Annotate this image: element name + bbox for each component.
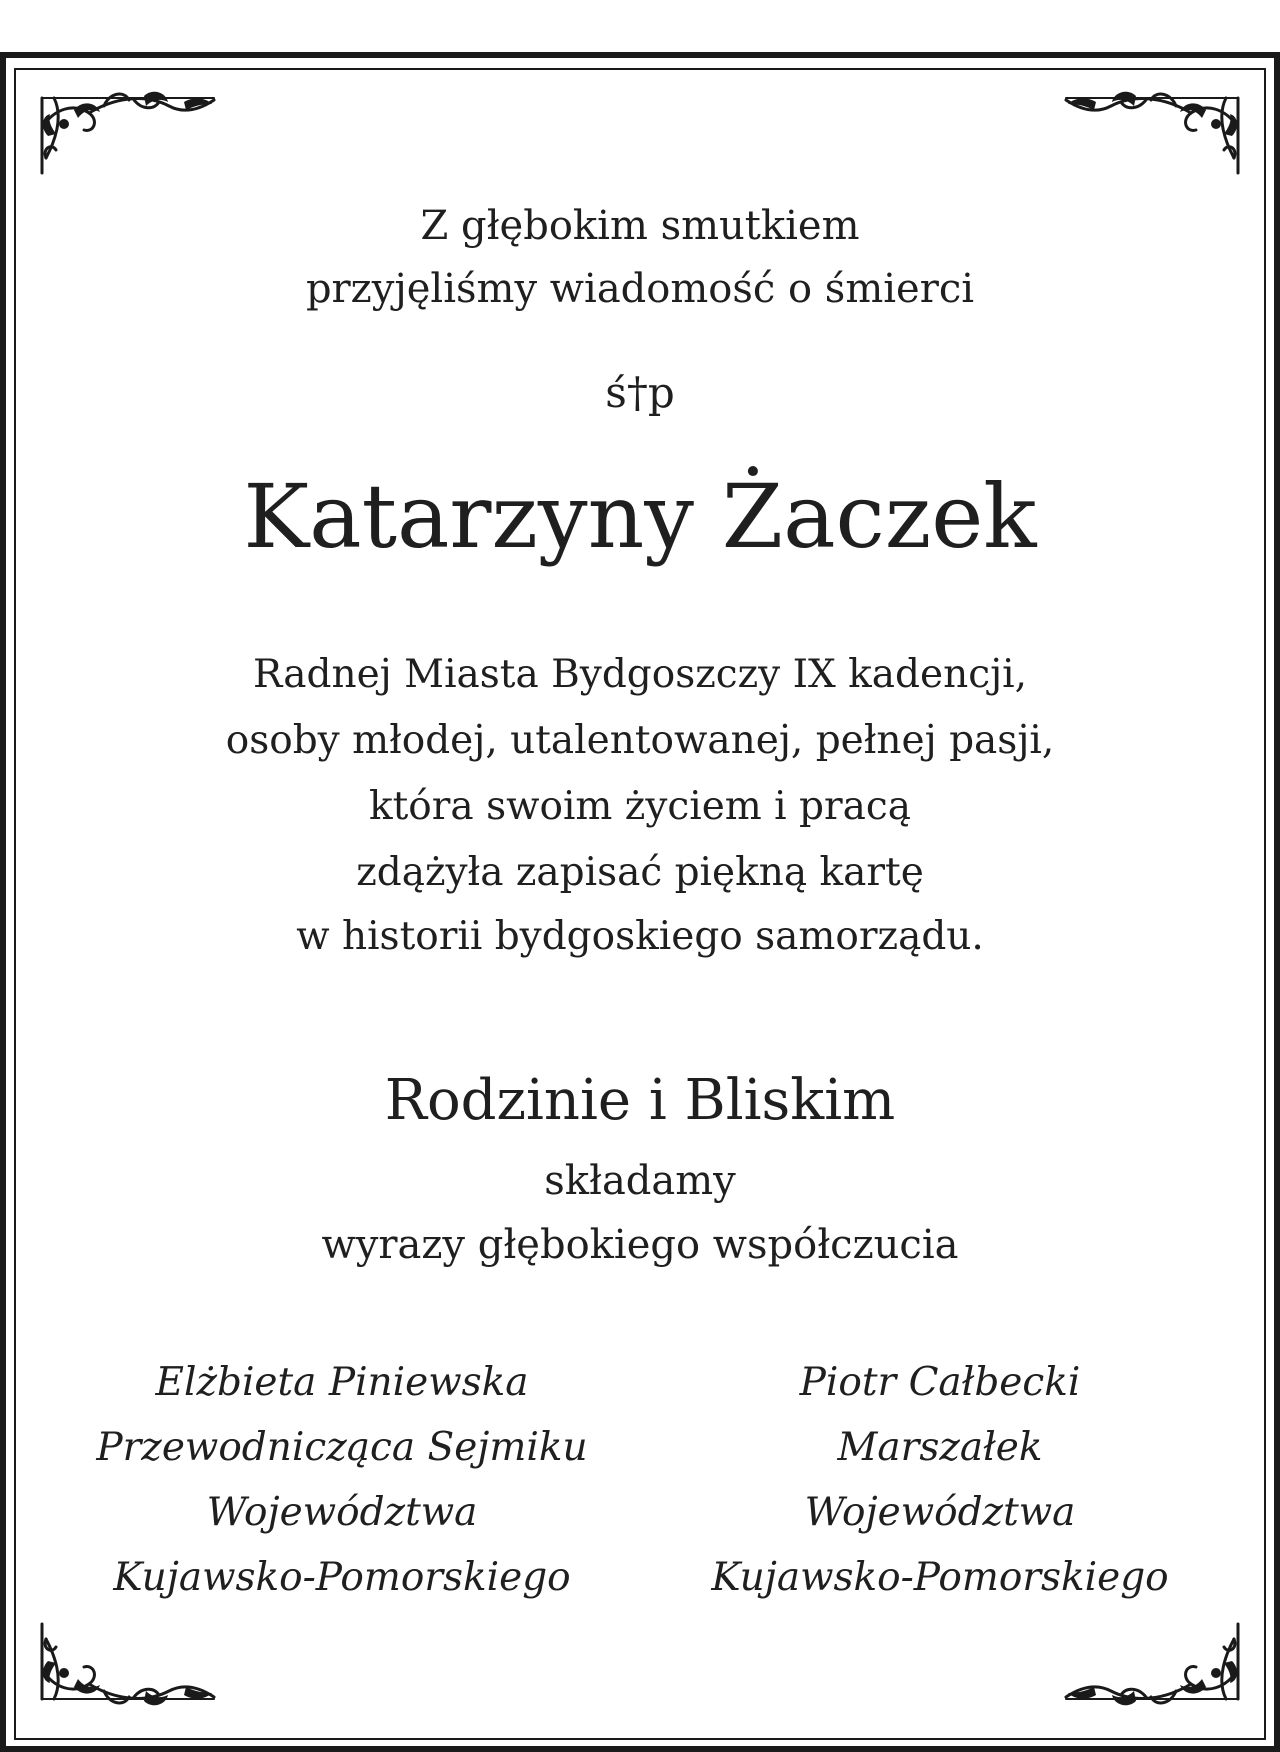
family-heading: Rodzinie i Bliskim	[384, 1068, 896, 1133]
signatory-title: Województwa	[804, 1490, 1076, 1535]
intro-line: Z głębokim smutkiem	[420, 203, 860, 249]
corner-flourish-ornament	[1056, 88, 1246, 183]
intro-line: przyjęliśmy wiadomość o śmierci	[305, 266, 975, 312]
signatory-title: Kujawsko-Pomorskiego	[711, 1555, 1169, 1600]
signatory-name: Elżbieta Piniewska	[155, 1360, 529, 1405]
corner-flourish-ornament	[1056, 1614, 1246, 1709]
condolence-line: wyrazy głębokiego współczucia	[321, 1222, 959, 1268]
signatory-title: Marszałek	[837, 1425, 1043, 1470]
corner-flourish-ornament	[34, 88, 224, 183]
signatory-name: Piotr Całbecki	[799, 1360, 1081, 1405]
condolence-line: składamy	[544, 1158, 736, 1204]
signatory-title: Kujawsko-Pomorskiego	[113, 1555, 571, 1600]
bio-line: osoby młodej, utalentowanej, pełnej pasji,	[225, 718, 1055, 763]
signatory-title: Przewodnicząca Sejmiku	[96, 1425, 588, 1470]
corner-flourish-ornament	[34, 1614, 224, 1709]
signatory-title: Województwa	[206, 1490, 478, 1535]
stp-abbreviation: ś†p	[605, 368, 675, 417]
deceased-name: Katarzyny Żaczek	[243, 465, 1037, 568]
bio-line: Radnej Miasta Bydgoszczy IX kadencji,	[252, 652, 1028, 697]
bio-line: która swoim życiem i pracą	[369, 784, 911, 829]
bio-line: zdążyła zapisać piękną kartę	[356, 850, 924, 895]
bio-line: w historii bydgoskiego samorządu.	[296, 914, 984, 959]
